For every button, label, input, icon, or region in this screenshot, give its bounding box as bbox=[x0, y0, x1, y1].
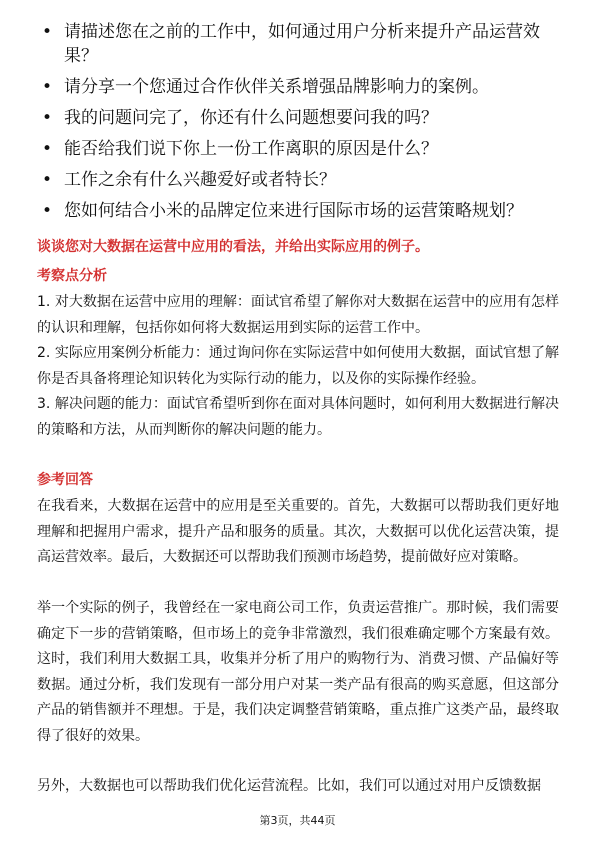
list-item-text: 请分享一个您通过合作伙伴关系增强品牌影响力的案例。 bbox=[64, 77, 489, 97]
page-number: 第3页，共44页 bbox=[259, 814, 336, 827]
list-item bbox=[40, 137, 560, 161]
list-item-text: 工作之余有什么兴趣爱好或者特长？ bbox=[64, 170, 336, 190]
list-item bbox=[40, 75, 560, 99]
bullet-icon: • bbox=[42, 201, 53, 221]
list-item bbox=[40, 168, 560, 192]
reference-heading: 参考回答 bbox=[37, 472, 93, 488]
bullet-icon: • bbox=[42, 170, 53, 190]
question-list bbox=[40, 20, 560, 230]
bullet-icon: • bbox=[42, 77, 53, 97]
list-item-text: 我的问题问完了，你还有什么问题想要问我的吗？ bbox=[64, 108, 438, 128]
bullet-icon: • bbox=[42, 139, 53, 159]
analysis-point: 3. 解决问题的能力：面试官希望听到你在面对具体问题时，如何利用大数据进行解决的策略和方法，从而判断你的解决问题的能力。 bbox=[37, 396, 559, 438]
list-item bbox=[40, 106, 560, 130]
bullet-icon: • bbox=[42, 22, 53, 42]
list-item-text: 请描述您在之前的工作中，如何通过用户分析来提升产品运营效果？ bbox=[64, 22, 540, 66]
analysis-point: 1. 对大数据在运营中应用的理解：面试官希望了解你对大数据在运营中的应用有怎样的认识和理解，包括你如何将大数据运用到实际的运营工作中。 bbox=[37, 294, 559, 336]
list-item-text: 您如何结合小米的品牌定位来进行国际市场的运营策略规划？ bbox=[64, 201, 523, 221]
reference-paragraph: 举一个实际的例子，我曾经在一家电商公司工作，负责运营推广。那时候，我们需要确定下一步的营销策略，但市场上的竞争非常激烈，我们很难确定哪个方案最有效。这时，我们利用大数据工具，收集并分析了用户的购物行为、消费习惯、产品偏好等数据。通过分析，我们发现有一部分用户对某一类产品有很高的购买意愿，但这部分产品的销售额并不理想。于是，我们决定调整营销策略，重点推广这类产品，最终取得了很好的效果。 bbox=[37, 600, 559, 744]
interview-question: 谈谈您对大数据在运营中应用的看法，并给出实际应用的例子。 bbox=[37, 239, 429, 255]
analysis-heading: 考察点分析 bbox=[37, 268, 107, 284]
list-item bbox=[40, 199, 560, 223]
list-item bbox=[40, 20, 560, 68]
reference-paragraph: 另外，大数据也可以帮助我们优化运营流程。比如，我们可以通过对用户反馈数据 bbox=[37, 778, 541, 794]
analysis-point: 2. 实际应用案例分析能力：通过询问你在实际运营中如何使用大数据，面试官想了解你是否具备将理论知识转化为实际行动的能力，以及你的实际操作经验。 bbox=[37, 345, 559, 387]
list-item-text: 能否给我们说下你上一份工作离职的原因是什么？ bbox=[64, 139, 438, 159]
reference-paragraph: 在我看来，大数据在运营中的应用是至关重要的。首先，大数据可以帮助我们更好地理解和把握用户需求，提升产品和服务的质量。其次，大数据可以优化运营决策，提高运营效率。最后，大数据还可以帮助我们预测市场趋势，提前做好应对策略。 bbox=[37, 498, 559, 565]
bullet-icon: • bbox=[42, 108, 53, 128]
